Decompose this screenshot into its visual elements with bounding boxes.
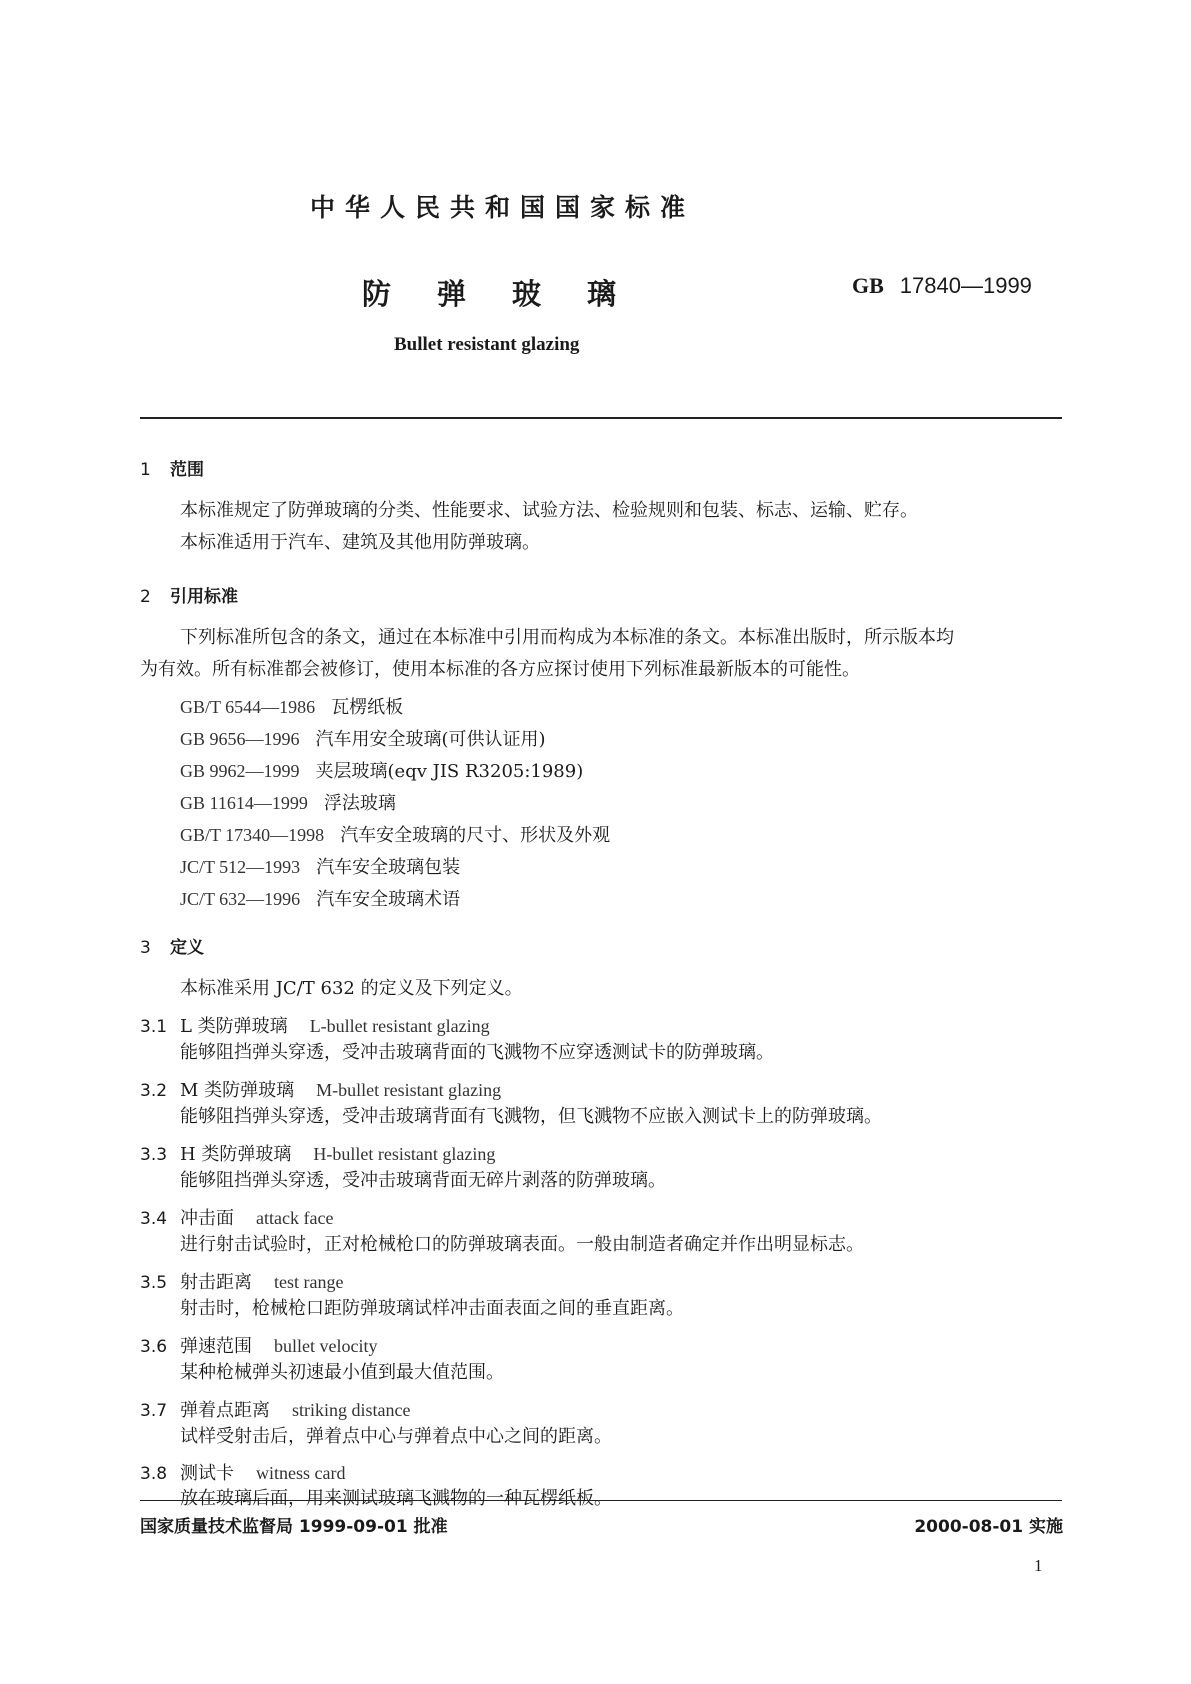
definition-number: 3.1 <box>140 1017 168 1037</box>
standard-code-prefix: GB <box>852 273 884 298</box>
definition-term-cn: H 类防弹玻璃 <box>180 1144 292 1165</box>
page-number: 1 <box>1034 1556 1043 1575</box>
reference-code: JC/T 632—1996 <box>180 889 301 909</box>
definition-number: 3.2 <box>140 1081 168 1101</box>
reference-item <box>180 693 403 719</box>
definition-term-cn: 射击距离 <box>180 1272 252 1293</box>
approval-date: 国家质量技术监督局 1999-09-01 批准 <box>140 1517 448 1537</box>
reference-item <box>180 757 583 783</box>
reference-item <box>180 789 396 815</box>
section-1-heading <box>140 455 204 480</box>
definition-text: 能够阻挡弹头穿透，受冲击玻璃背面无碎片剥落的防弹玻璃。 <box>180 1170 666 1191</box>
definition-term-cn: 弹着点距离 <box>180 1400 270 1421</box>
effective-date: 2000-08-01 实施 <box>914 1517 1063 1537</box>
definition-term <box>140 1012 490 1038</box>
paragraph: 本标准适用于汽车、建筑及其他用防弹玻璃。 <box>180 532 540 553</box>
definition-number: 3.6 <box>140 1337 168 1357</box>
paragraph: 为有效。所有标准都会被修订，使用本标准的各方应探讨使用下列标准最新版本的可能性。 <box>140 659 860 680</box>
definition-term-cn: 弹速范围 <box>180 1336 252 1357</box>
reference-title: 瓦楞纸板 <box>331 697 404 718</box>
reference-code: GB 9656—1996 <box>180 729 300 749</box>
definition-text: 射击时，枪械枪口距防弹玻璃试样冲击面表面之间的垂直距离。 <box>180 1298 684 1319</box>
paragraph: 下列标准所包含的条文，通过在本标准中引用而构成为本标准的条文。本标准出版时，所示版本均 <box>180 627 954 648</box>
reference-title: 汽车安全玻璃术语 <box>316 889 461 910</box>
standard-title-en: Bullet resistant glazing <box>394 334 580 355</box>
reference-code: JC/T 512—1993 <box>180 857 301 877</box>
definition-term-cn: L 类防弹玻璃 <box>180 1016 288 1037</box>
reference-item <box>180 821 610 847</box>
definition-number: 3.7 <box>140 1401 168 1421</box>
definition-term <box>140 1396 410 1422</box>
definition-term-en: witness card <box>256 1463 346 1483</box>
paragraph: 本标准规定了防弹玻璃的分类、性能要求、试验方法、检验规则和包装、标志、运输、贮存。 <box>180 500 918 521</box>
definition-term <box>140 1459 345 1485</box>
definition-term <box>140 1332 377 1358</box>
definition-text: 能够阻挡弹头穿透，受冲击玻璃背面的飞溅物不应穿透测试卡的防弹玻璃。 <box>180 1042 774 1063</box>
definition-text: 放在玻璃后面，用来测试玻璃飞溅物的一种瓦楞纸板。 <box>180 1488 612 1509</box>
reference-code: GB 11614—1999 <box>180 793 308 813</box>
section-title: 范围 <box>170 460 204 480</box>
definition-term <box>140 1076 501 1102</box>
reference-title: 汽车用安全玻璃(可供认证用) <box>315 729 546 750</box>
section-title: 定义 <box>170 938 204 958</box>
definition-term <box>140 1268 343 1294</box>
definition-text: 进行射击试验时，正对枪械枪口的防弹玻璃表面。一般由制造者确定并作出明显标志。 <box>180 1234 864 1255</box>
definition-term-cn: M 类防弹玻璃 <box>180 1080 295 1101</box>
reference-item <box>180 885 460 911</box>
reference-title: 汽车安全玻璃包装 <box>316 857 461 878</box>
section-2-heading <box>140 582 238 607</box>
definition-term <box>140 1204 333 1230</box>
standard-code <box>852 273 1032 299</box>
reference-item <box>180 725 546 751</box>
standard-code-number: 17840—1999 <box>899 273 1032 298</box>
definition-number: 3.8 <box>140 1464 168 1484</box>
section-number: 1 <box>140 460 151 480</box>
definition-term-en: striking distance <box>292 1400 411 1420</box>
definition-term-en: M-bullet resistant glazing <box>316 1080 502 1100</box>
section-number: 2 <box>140 587 151 607</box>
definition-number: 3.5 <box>140 1273 168 1293</box>
reference-code: GB 9962—1999 <box>180 761 300 781</box>
section-number: 3 <box>140 938 151 958</box>
definition-text: 能够阻挡弹头穿透，受冲击玻璃背面有飞溅物，但飞溅物不应嵌入测试卡上的防弹玻璃。 <box>180 1106 882 1127</box>
reference-title: 汽车安全玻璃的尺寸、形状及外观 <box>340 825 611 846</box>
definition-term-en: H-bullet resistant glazing <box>313 1144 496 1164</box>
definition-text: 某种枪械弹头初速最小值到最大值范围。 <box>180 1362 504 1383</box>
definition-term-cn: 冲击面 <box>180 1208 234 1229</box>
definition-term-en: test range <box>274 1272 344 1292</box>
reference-item <box>180 853 460 879</box>
definition-term-cn: 测试卡 <box>180 1463 234 1484</box>
header-divider <box>140 417 1062 419</box>
definition-term-en: attack face <box>256 1208 334 1228</box>
definition-term-en: L-bullet resistant glazing <box>309 1016 490 1036</box>
reference-title: 浮法玻璃 <box>323 793 396 814</box>
paragraph: 本标准采用 JC/T 632 的定义及下列定义。 <box>180 978 523 999</box>
section-3-heading <box>140 933 204 958</box>
national-standard-title: 中华人民共和国国家标准 <box>310 193 696 222</box>
definition-term <box>140 1140 495 1166</box>
definition-text: 试样受射击后，弹着点中心与弹着点中心之间的距离。 <box>180 1426 612 1447</box>
standard-title-cn: 防弹玻璃 <box>362 277 663 311</box>
definition-term-en: bullet velocity <box>274 1336 378 1356</box>
reference-title: 夹层玻璃(eqv JIS R3205:1989) <box>315 761 584 782</box>
footer-divider <box>140 1500 1062 1501</box>
definition-number: 3.4 <box>140 1209 168 1229</box>
section-title: 引用标准 <box>170 587 238 607</box>
definition-number: 3.3 <box>140 1145 168 1165</box>
reference-code: GB/T 17340—1998 <box>180 825 325 845</box>
reference-code: GB/T 6544—1986 <box>180 697 316 717</box>
